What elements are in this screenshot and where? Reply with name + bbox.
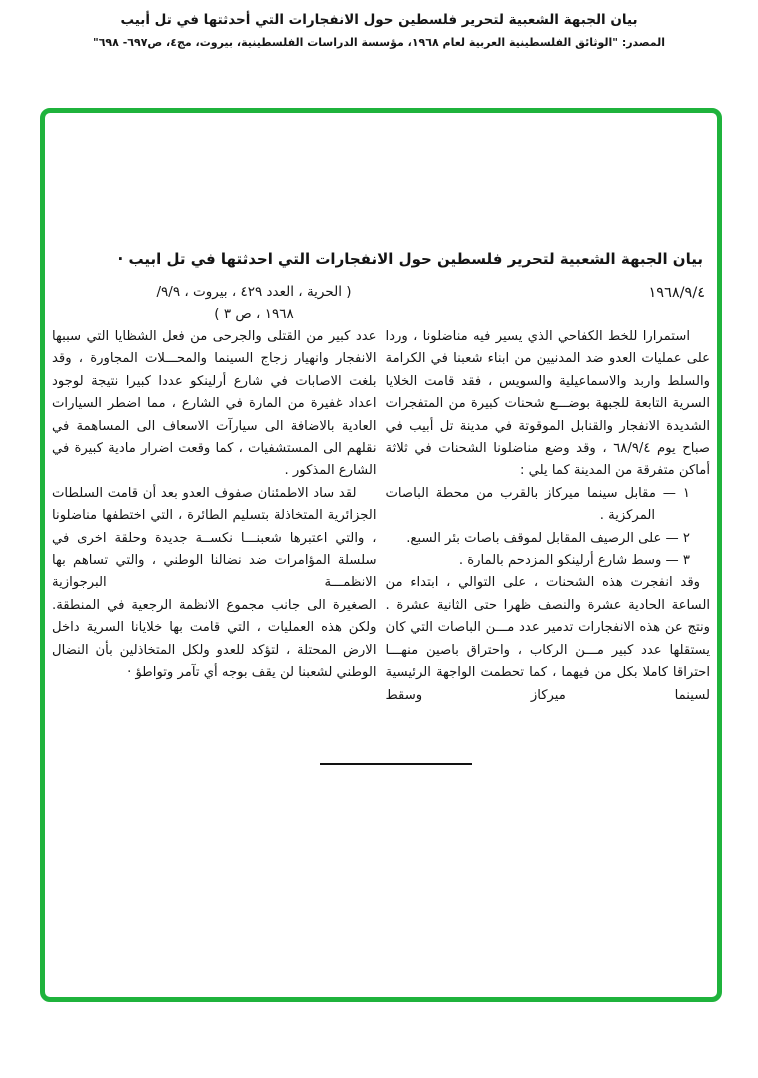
right-paragraph-intro: استمرارا للخط الكفاحي الذي يسير فيه مناضلونا ، وردا على عمليات العدو ضد المدنيين من ابناء شعبنا في الكرامة والسلط واربد والاسماعيلية والسويس ، فقد قامت الخلايا السرية التابعة للجبهة بوضـــع شحنات كبيرة من المتفجرات الشديدة الانفجار والقنابل الموقوتة في مدينة تل أبيب في صباح يوم ٦٨/٩/٤ ، وقد وضع مناضلونا الشحنات في ثلاثة أماكن متفرقة من المدينة كما يلي :	[385, 329, 710, 479]
page-header-title: بيان الجبهة الشعبية لتحرير فلسطين حول الانفجارات التي أحدثتها في تل أبيب	[120, 12, 638, 28]
body-columns	[52, 326, 710, 707]
citation-line-1: ( الحرية ، العدد ٤٢٩ ، بيروت ، ٩/٩/	[156, 284, 352, 300]
list-item-1: ١ — مقابل سينما ميركاز بالقرب من محطة الباصات المركزية .	[385, 485, 690, 524]
document-date: ١٩٦٨/٩/٤	[648, 285, 705, 301]
document-citation	[103, 281, 405, 325]
page-header	[0, 12, 758, 49]
list-item-2: ٢ — على الرصيف المقابل لموقف باصات بئر السبع.	[406, 530, 690, 546]
footer-divider-line	[320, 763, 472, 765]
citation-line-2: ١٩٦٨ ، ص ٣ )	[214, 306, 294, 322]
column-right	[386, 326, 711, 707]
document-title: بيان الجبهة الشعبية لتحرير فلسطين حول الانفجارات التي احدثتها في تل ابيب ·	[117, 250, 703, 269]
list-item-3: ٣ — وسط شارع أرلينكو المزدحم بالمارة .	[458, 553, 690, 569]
page-header-source: المصدر: "الوثائق الفلسطينية العربية لعام ١٩٦٨، مؤسسة الدراسات الفلسطينية، بيروت، مج٤، ص٦٩٧- ٦٩٨"	[92, 36, 666, 49]
left-paragraph-middle: لقد ساد الاطمئنان صفوف العدو بعد أن قامت السلطات الجزائرية المتخاذلة بتسليم الطائرة ، التي اختطفها مناضلونا ، والتي اعتبرها شعبنـــا نكســة جديدة وحلقة اخرى في سلسلة المؤامرات ضد نضالنا الوطني ، والتي تساهم بها الانظمـــة البرجوازية	[52, 485, 377, 591]
column-left	[52, 326, 377, 707]
left-paragraph-closing: الصغيرة الى جانب مجموع الانظمة الرجعية في المنطقة. ولكن هذه العمليات ، التي قامت بها خلايانا السرية داخل الارض المحتلة ، لتؤكد للعدو ولكل المتخاذلين بأن النضال الوطني لشعبنا لن يقف بوجه أي تآمر وتواطؤ ·	[52, 597, 377, 681]
left-paragraph-continuation: عدد كبير من القتلى والجرحى من فعل الشظايا التي سببها الانفجار وانهيار زجاج السينما والمحـــلات المجاورة ، وقد بلغت الاصابات في شارع أرلينكو عددا كبيرا نتيجة لوجود اعداد غفيرة من المارة في الشارع ، مما اضطر السيارات العادية بالاضافة الى سيارآت الاسعاف الى المساهمة في نقلهم الى المستشفيات ، كما وقعت اضرار مادية كبيرة في الشارع المذكور .	[52, 329, 377, 479]
document-scan-frame	[40, 108, 722, 1002]
right-paragraph-aftermath: وقد انفجرت هذه الشحنات ، على التوالي ، ابتداء من الساعة الحادية عشرة والنصف ظهرا حتى الثانية عشرة . ونتج عن هذه الانفجارات تدمير عدد مـــن الباصات التي كان يستقلها عدد كبير مـــن الركاب ، واحتراق باصين منهـــا احتراقا كاملا بكل من فيهما ، كما تحطمت الواجهة الرئيسية لسينما ميركاز وسقط	[385, 575, 710, 703]
document-page	[45, 113, 717, 997]
